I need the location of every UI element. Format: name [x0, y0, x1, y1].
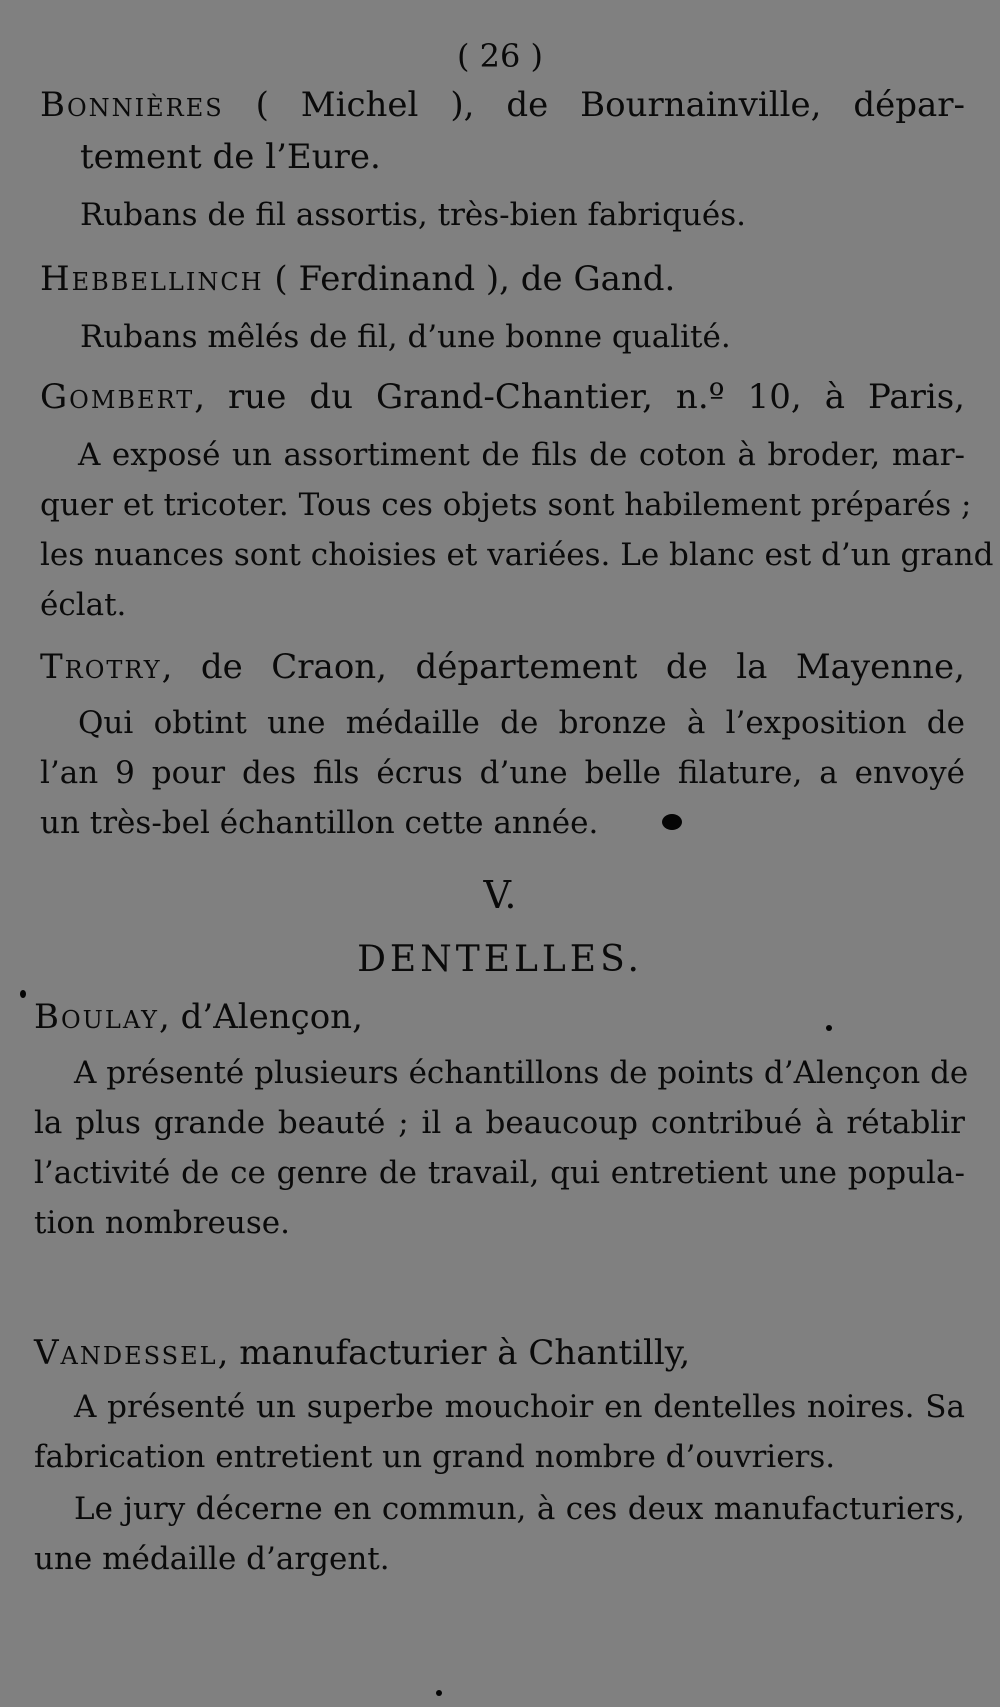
entry-description: un très-bel échantillon cette année.: [40, 805, 599, 841]
ink-speck: [436, 1690, 442, 1696]
entry-name: Trotry: [40, 647, 162, 687]
closing-text: Le jury décerne en commun, à ces deux manufacturiers,: [74, 1491, 965, 1527]
ink-blot: [662, 814, 682, 830]
entry-details: ( Ferdinand ), de Gand.: [263, 259, 676, 299]
entry-details: , d’Alençon,: [159, 997, 363, 1037]
entry-heading: [40, 85, 965, 125]
entry-description: éclat.: [40, 587, 127, 623]
entry-description: A présenté plusieurs échantillons de points d’Alençon de: [74, 1055, 969, 1091]
entry-description: l’an 9 pour des fils écrus d’une belle filature, a envoyé: [40, 755, 965, 791]
entry-description: les nuances sont choisies et variées. Le blanc est d’un grand: [40, 537, 994, 573]
entry-description: Rubans de fil assortis, très-bien fabriqués.: [80, 197, 747, 233]
entry-description: fabrication entretient un grand nombre d’ouvriers.: [34, 1439, 836, 1475]
entry-name: Bonnières: [40, 85, 224, 125]
entry-details: ( Michel ), de Bournainville, dépar-: [223, 85, 965, 125]
ink-speck: [826, 1025, 832, 1031]
entry-description: A exposé un assortiment de fils de coton à broder, mar-: [78, 437, 965, 473]
closing-text: une médaille d’argent.: [34, 1541, 390, 1577]
entry-heading-continued: tement de l’Eure.: [80, 137, 381, 177]
entry-name: Boulay: [34, 997, 160, 1037]
page-number: ( 26 ): [456, 37, 544, 75]
entry-name: Hebbellinch: [40, 259, 264, 299]
section-title: DENTELLES.: [357, 939, 643, 980]
section-number: V.: [483, 873, 517, 917]
entry-details: , de Craon, département de la Mayenne,: [161, 647, 965, 687]
entry-heading: [40, 259, 676, 299]
entry-details: , manufacturier à Chantilly,: [217, 1333, 691, 1373]
entry-description: la plus grande beauté ; il a beaucoup contribué à rétablir: [34, 1105, 965, 1141]
entry-heading: [34, 1333, 691, 1373]
entry-description: tion nombreuse.: [34, 1205, 290, 1241]
entry-name: Vandessel: [34, 1333, 218, 1373]
entry-heading: [40, 647, 965, 687]
entry-description: l’activité de ce genre de travail, qui entretient une popula-: [34, 1155, 965, 1191]
entry-description: quer et tricoter. Tous ces objets sont habilement préparés ;: [40, 487, 972, 523]
ink-speck: [20, 990, 26, 998]
entry-heading: [40, 377, 965, 417]
entry-name: Gombert: [40, 377, 195, 417]
entry-heading: [34, 997, 363, 1037]
entry-description: Rubans mêlés de fil, d’une bonne qualité.: [80, 319, 731, 355]
entry-details: , rue du Grand-Chantier, n.º 10, à Paris,: [194, 377, 965, 417]
entry-description: A présenté un superbe mouchoir en dentelles noires. Sa: [74, 1389, 965, 1425]
entry-description: Qui obtint une médaille de bronze à l’exposition de: [78, 705, 965, 741]
